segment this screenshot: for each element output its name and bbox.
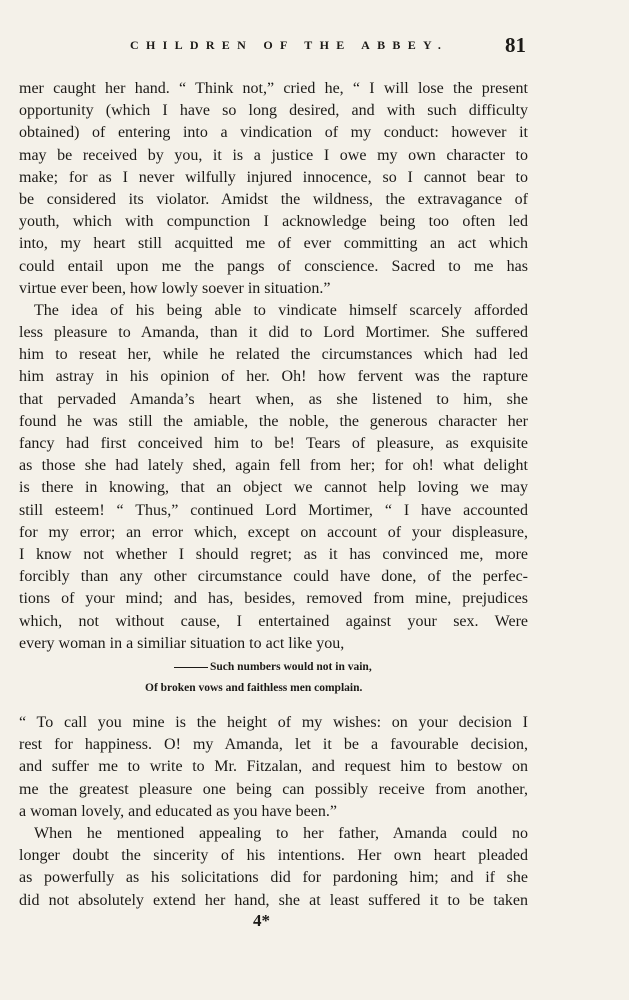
text-line: found he was still the amiable, the noble, the generous character her: [19, 412, 528, 430]
text-line: him to reseat her, while he related the circumstances which had led: [19, 346, 528, 364]
text-line: less pleasure to Amanda, than it did to Lord Mortimer. She suffered: [19, 324, 528, 342]
text-line: him astray in his opinion of her. Oh! how fervent was the rapture: [19, 368, 528, 386]
text-line: opportunity (which I have so long desired, and with such difficulty: [19, 102, 528, 120]
text-line: still esteem! “ Thus,” continued Lord Mortimer, “ I have accounted: [19, 501, 528, 519]
text-line: rest for happiness. O! my Amanda, let it be a favourable decision,: [19, 736, 528, 754]
text-line: a woman lovely, and educated as you have been.”: [19, 802, 337, 820]
text-line: and suffer me to write to Mr. Fitzalan, and request him to bestow on: [19, 758, 528, 776]
text-line: every woman in a similiar situation to act like you,: [19, 634, 345, 652]
running-head-title: CHILDREN OF THE ABBEY.: [130, 38, 449, 52]
text-line: as those she had lately shed, again fell from her; for oh! what delight: [19, 457, 528, 475]
text-line: for my error; an error which, except on account of your displeasure,: [19, 523, 528, 541]
text-line: forcibly than any other circumstance could have done, of the perfec-: [19, 568, 528, 586]
page-number: 81: [505, 33, 526, 57]
verse-line: [174, 657, 629, 678]
text-line: longer doubt the sincerity of his intentions. Her own heart pleaded: [19, 847, 528, 865]
body-text-top: [19, 78, 528, 655]
text-line: “ To call you mine is the height of my wishes: on your decision I: [19, 714, 528, 731]
text-line: fancy had first conceived him to be! Tears of pleasure, as exquisite: [19, 435, 528, 452]
text-line: could entail upon me the pangs of conscience. Sacred to me has: [19, 257, 528, 275]
text-line: me the greatest pleasure one being can possibly receive from another,: [19, 780, 528, 798]
text-line: When he mentioned appealing to her father, Amanda could no: [34, 824, 528, 842]
text-line: virtue ever been, how lowly soever in situation.”: [19, 279, 331, 297]
text-line: be considered its violator. Amidst the wildness, the extravagance of: [19, 190, 528, 208]
body-text-bottom: [19, 712, 528, 912]
verse-line-text: Such numbers would not in vain,: [210, 661, 372, 673]
text-line: into, my heart still acquitted me of ever committing an act which: [19, 235, 528, 253]
text-line: is there in knowing, that an object we cannot help loving we may: [19, 479, 528, 497]
text-line: which, not without cause, I entertained against your sex. Were: [19, 612, 528, 630]
text-line: that pervaded Amanda’s heart when, as she listened to him, she: [19, 390, 528, 408]
verse-quotation: [0, 657, 629, 699]
text-line: may be received by you, it is a justice I owe my own character to: [19, 146, 528, 164]
text-line: obtained) of entering into a vindication of my conduct: however it: [19, 124, 528, 142]
text-line: The idea of his being able to vindicate himself scarcely afforded: [34, 301, 528, 319]
text-line: make; for as I never wilfully injured innocence, so I cannot bear to: [19, 168, 528, 186]
text-line: did not absolutely extend her hand, she at least suffered it to be taken: [19, 891, 528, 909]
text-line: youth, which with compunction I acknowledge being too often led: [19, 213, 528, 231]
text-line: tions of your mind; and has, besides, removed from mine, prejudices: [19, 590, 528, 608]
text-line: I know not whether I should regret; as it has convinced me, more: [19, 545, 528, 563]
verse-dash-rule: [174, 667, 208, 668]
text-line: as powerfully as his solicitations did for pardoning him; and if she: [19, 869, 528, 887]
verse-line: Of broken vows and faithless men complain.: [145, 682, 363, 694]
text-line: mer caught her hand. “ Think not,” cried he, “ I will lose the present: [19, 80, 528, 97]
signature-mark: 4*: [253, 911, 270, 930]
